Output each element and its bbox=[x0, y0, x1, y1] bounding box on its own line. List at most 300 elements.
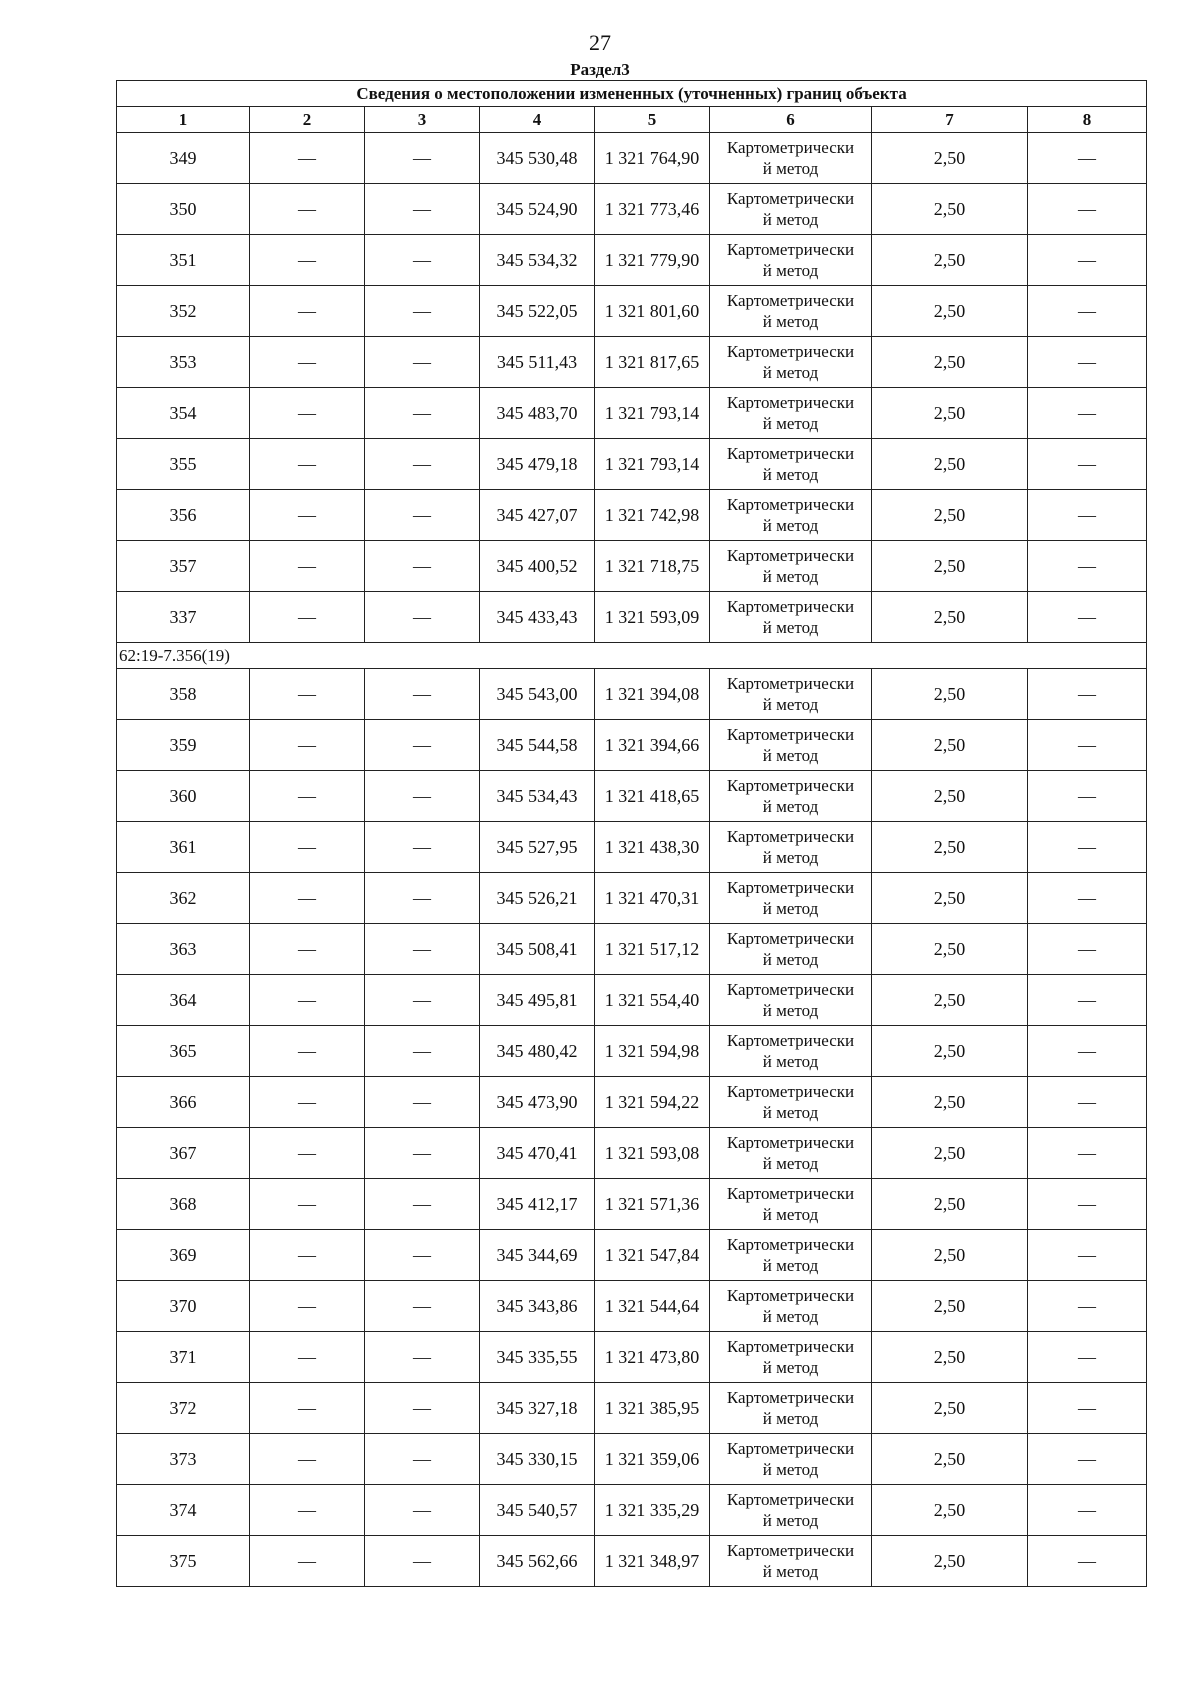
column-2-cell: — bbox=[250, 1026, 365, 1077]
method-line-1: Картометрически bbox=[726, 1184, 855, 1203]
method-line-1: Картометрически bbox=[726, 725, 855, 744]
column-2-cell: — bbox=[250, 975, 365, 1026]
column-2-cell: — bbox=[250, 1077, 365, 1128]
column-number: 4 bbox=[480, 107, 595, 133]
method-line-2: й метод bbox=[762, 516, 819, 535]
column-8-cell: — bbox=[1028, 490, 1147, 541]
x-coordinate-cell: 345 526,21 bbox=[480, 873, 595, 924]
method-line-2: й метод bbox=[762, 1154, 819, 1173]
column-3-cell: — bbox=[365, 388, 480, 439]
table-row bbox=[117, 388, 1147, 439]
method-line-1: Картометрически bbox=[726, 342, 855, 361]
table-row bbox=[117, 1536, 1147, 1587]
y-coordinate-cell: 1 321 773,46 bbox=[595, 184, 710, 235]
column-3-cell: — bbox=[365, 1434, 480, 1485]
x-coordinate-cell: 345 508,41 bbox=[480, 924, 595, 975]
accuracy-cell: 2,50 bbox=[872, 541, 1028, 592]
accuracy-cell: 2,50 bbox=[872, 924, 1028, 975]
column-2-cell: — bbox=[250, 541, 365, 592]
method-line-2: й метод bbox=[762, 1358, 819, 1377]
point-number-cell: 371 bbox=[117, 1332, 250, 1383]
accuracy-cell: 2,50 bbox=[872, 1485, 1028, 1536]
column-2-cell: — bbox=[250, 286, 365, 337]
table-row bbox=[117, 286, 1147, 337]
table-row bbox=[117, 1281, 1147, 1332]
method-line-2: й метод bbox=[762, 950, 819, 969]
accuracy-cell: 2,50 bbox=[872, 388, 1028, 439]
column-3-cell: — bbox=[365, 1485, 480, 1536]
column-3-cell: — bbox=[365, 1230, 480, 1281]
method-cell bbox=[710, 1230, 872, 1281]
column-8-cell: — bbox=[1028, 592, 1147, 643]
method-line-1: Картометрически bbox=[726, 138, 855, 157]
y-coordinate-cell: 1 321 438,30 bbox=[595, 822, 710, 873]
y-coordinate-cell: 1 321 385,95 bbox=[595, 1383, 710, 1434]
x-coordinate-cell: 345 400,52 bbox=[480, 541, 595, 592]
method-line-2: й метод bbox=[762, 1256, 819, 1275]
method-line-2: й метод bbox=[762, 746, 819, 765]
method-line-1: Картометрически bbox=[726, 189, 855, 208]
column-3-cell: — bbox=[365, 184, 480, 235]
section-title: Раздел3 bbox=[570, 60, 630, 79]
method-line-2: й метод bbox=[762, 1511, 819, 1530]
point-number-cell: 349 bbox=[117, 133, 250, 184]
y-coordinate-cell: 1 321 544,64 bbox=[595, 1281, 710, 1332]
method-cell bbox=[710, 771, 872, 822]
method-cell bbox=[710, 669, 872, 720]
method-line-2: й метод bbox=[762, 261, 819, 280]
y-coordinate-cell: 1 321 793,14 bbox=[595, 388, 710, 439]
column-3-cell: — bbox=[365, 541, 480, 592]
table-caption: Сведения о местоположении измененных (уточненных) границ объекта bbox=[117, 81, 1147, 107]
method-line-2: й метод bbox=[762, 899, 819, 918]
method-line-2: й метод bbox=[762, 210, 819, 229]
column-2-cell: — bbox=[250, 1485, 365, 1536]
point-number-cell: 360 bbox=[117, 771, 250, 822]
point-number-cell: 361 bbox=[117, 822, 250, 873]
column-3-cell: — bbox=[365, 286, 480, 337]
accuracy-cell: 2,50 bbox=[872, 490, 1028, 541]
method-line-2: й метод bbox=[762, 312, 819, 331]
y-coordinate-cell: 1 321 801,60 bbox=[595, 286, 710, 337]
method-cell bbox=[710, 924, 872, 975]
column-8-cell: — bbox=[1028, 924, 1147, 975]
x-coordinate-cell: 345 530,48 bbox=[480, 133, 595, 184]
table-row bbox=[117, 592, 1147, 643]
table-row bbox=[117, 490, 1147, 541]
column-2-cell: — bbox=[250, 337, 365, 388]
method-line-1: Картометрически bbox=[726, 393, 855, 412]
method-line-1: Картометрически bbox=[726, 1541, 855, 1560]
column-8-cell: — bbox=[1028, 1281, 1147, 1332]
point-number-cell: 353 bbox=[117, 337, 250, 388]
y-coordinate-cell: 1 321 593,08 bbox=[595, 1128, 710, 1179]
point-number-cell: 373 bbox=[117, 1434, 250, 1485]
x-coordinate-cell: 345 470,41 bbox=[480, 1128, 595, 1179]
y-coordinate-cell: 1 321 517,12 bbox=[595, 924, 710, 975]
column-8-cell: — bbox=[1028, 1026, 1147, 1077]
x-coordinate-cell: 345 562,66 bbox=[480, 1536, 595, 1587]
method-cell bbox=[710, 337, 872, 388]
y-coordinate-cell: 1 321 793,14 bbox=[595, 439, 710, 490]
y-coordinate-cell: 1 321 742,98 bbox=[595, 490, 710, 541]
column-8-cell: — bbox=[1028, 975, 1147, 1026]
x-coordinate-cell: 345 527,95 bbox=[480, 822, 595, 873]
method-line-1: Картометрически bbox=[726, 1388, 855, 1407]
y-coordinate-cell: 1 321 554,40 bbox=[595, 975, 710, 1026]
column-8-cell: — bbox=[1028, 235, 1147, 286]
method-line-1: Картометрически bbox=[726, 1439, 855, 1458]
accuracy-cell: 2,50 bbox=[872, 873, 1028, 924]
method-line-1: Картометрически bbox=[726, 674, 855, 693]
table-row bbox=[117, 1332, 1147, 1383]
accuracy-cell: 2,50 bbox=[872, 771, 1028, 822]
method-line-2: й метод bbox=[762, 1103, 819, 1122]
point-number-cell: 354 bbox=[117, 388, 250, 439]
column-2-cell: — bbox=[250, 1179, 365, 1230]
accuracy-cell: 2,50 bbox=[872, 592, 1028, 643]
method-cell bbox=[710, 1332, 872, 1383]
x-coordinate-cell: 345 544,58 bbox=[480, 720, 595, 771]
method-cell bbox=[710, 720, 872, 771]
method-cell bbox=[710, 184, 872, 235]
method-line-2: й метод bbox=[762, 414, 819, 433]
table-row bbox=[117, 1128, 1147, 1179]
y-coordinate-cell: 1 321 571,36 bbox=[595, 1179, 710, 1230]
table-row bbox=[117, 235, 1147, 286]
y-coordinate-cell: 1 321 547,84 bbox=[595, 1230, 710, 1281]
method-cell bbox=[710, 1026, 872, 1077]
accuracy-cell: 2,50 bbox=[872, 1026, 1028, 1077]
column-8-cell: — bbox=[1028, 1332, 1147, 1383]
accuracy-cell: 2,50 bbox=[872, 1128, 1028, 1179]
point-number-cell: 362 bbox=[117, 873, 250, 924]
y-coordinate-cell: 1 321 779,90 bbox=[595, 235, 710, 286]
x-coordinate-cell: 345 479,18 bbox=[480, 439, 595, 490]
method-cell bbox=[710, 592, 872, 643]
method-cell bbox=[710, 1077, 872, 1128]
accuracy-cell: 2,50 bbox=[872, 1434, 1028, 1485]
x-coordinate-cell: 345 540,57 bbox=[480, 1485, 595, 1536]
method-cell bbox=[710, 133, 872, 184]
accuracy-cell: 2,50 bbox=[872, 1332, 1028, 1383]
method-line-1: Картометрически bbox=[726, 929, 855, 948]
method-line-2: й метод bbox=[762, 1562, 819, 1581]
column-number: 8 bbox=[1028, 107, 1147, 133]
table-caption-row bbox=[117, 81, 1147, 107]
column-8-cell: — bbox=[1028, 720, 1147, 771]
point-number-cell: 366 bbox=[117, 1077, 250, 1128]
method-line-2: й метод bbox=[762, 695, 819, 714]
column-2-cell: — bbox=[250, 592, 365, 643]
x-coordinate-cell: 345 480,42 bbox=[480, 1026, 595, 1077]
method-line-2: й метод bbox=[762, 363, 819, 382]
point-number-cell: 351 bbox=[117, 235, 250, 286]
accuracy-cell: 2,50 bbox=[872, 822, 1028, 873]
column-number: 2 bbox=[250, 107, 365, 133]
y-coordinate-cell: 1 321 594,98 bbox=[595, 1026, 710, 1077]
column-3-cell: — bbox=[365, 1179, 480, 1230]
x-coordinate-cell: 345 330,15 bbox=[480, 1434, 595, 1485]
point-number-cell: 337 bbox=[117, 592, 250, 643]
column-3-cell: — bbox=[365, 669, 480, 720]
table-row bbox=[117, 184, 1147, 235]
y-coordinate-cell: 1 321 718,75 bbox=[595, 541, 710, 592]
table-row bbox=[117, 439, 1147, 490]
y-coordinate-cell: 1 321 335,29 bbox=[595, 1485, 710, 1536]
table-row bbox=[117, 771, 1147, 822]
y-coordinate-cell: 1 321 594,22 bbox=[595, 1077, 710, 1128]
column-8-cell: — bbox=[1028, 1230, 1147, 1281]
column-2-cell: — bbox=[250, 184, 365, 235]
table-row bbox=[117, 1179, 1147, 1230]
method-line-2: й метод bbox=[762, 797, 819, 816]
x-coordinate-cell: 345 524,90 bbox=[480, 184, 595, 235]
point-number-cell: 372 bbox=[117, 1383, 250, 1434]
column-2-cell: — bbox=[250, 1281, 365, 1332]
column-2-cell: — bbox=[250, 1230, 365, 1281]
column-2-cell: — bbox=[250, 771, 365, 822]
column-2-cell: — bbox=[250, 873, 365, 924]
column-8-cell: — bbox=[1028, 133, 1147, 184]
method-cell bbox=[710, 1536, 872, 1587]
method-cell bbox=[710, 235, 872, 286]
column-2-cell: — bbox=[250, 1128, 365, 1179]
accuracy-cell: 2,50 bbox=[872, 337, 1028, 388]
point-number-cell: 363 bbox=[117, 924, 250, 975]
method-cell bbox=[710, 286, 872, 337]
column-3-cell: — bbox=[365, 1332, 480, 1383]
column-2-cell: — bbox=[250, 388, 365, 439]
method-line-1: Картометрически bbox=[726, 878, 855, 897]
method-line-2: й метод bbox=[762, 465, 819, 484]
column-8-cell: — bbox=[1028, 1179, 1147, 1230]
table-row bbox=[117, 1026, 1147, 1077]
method-cell bbox=[710, 1281, 872, 1332]
point-number-cell: 350 bbox=[117, 184, 250, 235]
accuracy-cell: 2,50 bbox=[872, 1383, 1028, 1434]
column-2-cell: — bbox=[250, 720, 365, 771]
column-3-cell: — bbox=[365, 975, 480, 1026]
x-coordinate-cell: 345 427,07 bbox=[480, 490, 595, 541]
method-line-1: Картометрически bbox=[726, 444, 855, 463]
accuracy-cell: 2,50 bbox=[872, 235, 1028, 286]
table-row bbox=[117, 337, 1147, 388]
boundary-coordinates-table bbox=[116, 80, 1147, 1587]
column-2-cell: — bbox=[250, 924, 365, 975]
column-2-cell: — bbox=[250, 1536, 365, 1587]
method-cell bbox=[710, 541, 872, 592]
x-coordinate-cell: 345 433,43 bbox=[480, 592, 595, 643]
column-number: 3 bbox=[365, 107, 480, 133]
column-number: 5 bbox=[595, 107, 710, 133]
accuracy-cell: 2,50 bbox=[872, 133, 1028, 184]
method-line-1: Картометрически bbox=[726, 495, 855, 514]
column-3-cell: — bbox=[365, 873, 480, 924]
y-coordinate-cell: 1 321 394,08 bbox=[595, 669, 710, 720]
method-cell bbox=[710, 822, 872, 873]
point-number-cell: 356 bbox=[117, 490, 250, 541]
accuracy-cell: 2,50 bbox=[872, 1281, 1028, 1332]
table-row bbox=[117, 924, 1147, 975]
method-line-1: Картометрически bbox=[726, 1490, 855, 1509]
y-coordinate-cell: 1 321 764,90 bbox=[595, 133, 710, 184]
column-8-cell: — bbox=[1028, 1383, 1147, 1434]
method-line-1: Картометрически bbox=[726, 1235, 855, 1254]
point-number-cell: 355 bbox=[117, 439, 250, 490]
point-number-cell: 375 bbox=[117, 1536, 250, 1587]
column-3-cell: — bbox=[365, 1536, 480, 1587]
method-line-2: й метод bbox=[762, 1409, 819, 1428]
method-line-1: Картометрически bbox=[726, 1286, 855, 1305]
method-line-1: Картометрически bbox=[726, 597, 855, 616]
method-line-2: й метод bbox=[762, 567, 819, 586]
point-number-cell: 367 bbox=[117, 1128, 250, 1179]
column-3-cell: — bbox=[365, 490, 480, 541]
table-row bbox=[117, 669, 1147, 720]
column-8-cell: — bbox=[1028, 286, 1147, 337]
column-2-cell: — bbox=[250, 133, 365, 184]
x-coordinate-cell: 345 473,90 bbox=[480, 1077, 595, 1128]
x-coordinate-cell: 345 327,18 bbox=[480, 1383, 595, 1434]
point-number-cell: 359 bbox=[117, 720, 250, 771]
accuracy-cell: 2,50 bbox=[872, 975, 1028, 1026]
point-number-cell: 364 bbox=[117, 975, 250, 1026]
column-2-cell: — bbox=[250, 1383, 365, 1434]
column-number: 7 bbox=[872, 107, 1028, 133]
method-cell bbox=[710, 490, 872, 541]
y-coordinate-cell: 1 321 418,65 bbox=[595, 771, 710, 822]
accuracy-cell: 2,50 bbox=[872, 1077, 1028, 1128]
method-line-1: Картометрически bbox=[726, 546, 855, 565]
method-line-1: Картометрически bbox=[726, 1133, 855, 1152]
table-row bbox=[117, 873, 1147, 924]
point-number-cell: 368 bbox=[117, 1179, 250, 1230]
method-cell bbox=[710, 873, 872, 924]
method-line-2: й метод bbox=[762, 1001, 819, 1020]
x-coordinate-cell: 345 412,17 bbox=[480, 1179, 595, 1230]
y-coordinate-cell: 1 321 348,97 bbox=[595, 1536, 710, 1587]
group-label: 62:19-7.356(19) bbox=[117, 643, 1147, 669]
column-2-cell: — bbox=[250, 439, 365, 490]
table-body bbox=[117, 81, 1147, 1587]
table-row bbox=[117, 133, 1147, 184]
column-number: 6 bbox=[710, 107, 872, 133]
column-3-cell: — bbox=[365, 1281, 480, 1332]
method-cell bbox=[710, 975, 872, 1026]
column-3-cell: — bbox=[365, 1026, 480, 1077]
column-3-cell: — bbox=[365, 822, 480, 873]
method-line-1: Картометрически bbox=[726, 1031, 855, 1050]
method-line-1: Картометрически bbox=[726, 240, 855, 259]
y-coordinate-cell: 1 321 359,06 bbox=[595, 1434, 710, 1485]
method-line-1: Картометрически bbox=[726, 1082, 855, 1101]
x-coordinate-cell: 345 543,00 bbox=[480, 669, 595, 720]
column-number-row bbox=[117, 107, 1147, 133]
table-row bbox=[117, 1077, 1147, 1128]
method-cell bbox=[710, 1128, 872, 1179]
point-number-cell: 365 bbox=[117, 1026, 250, 1077]
method-cell bbox=[710, 439, 872, 490]
method-cell bbox=[710, 1485, 872, 1536]
method-cell bbox=[710, 388, 872, 439]
point-number-cell: 357 bbox=[117, 541, 250, 592]
y-coordinate-cell: 1 321 473,80 bbox=[595, 1332, 710, 1383]
x-coordinate-cell: 345 483,70 bbox=[480, 388, 595, 439]
table-row bbox=[117, 1383, 1147, 1434]
column-2-cell: — bbox=[250, 669, 365, 720]
column-8-cell: — bbox=[1028, 1485, 1147, 1536]
accuracy-cell: 2,50 bbox=[872, 1230, 1028, 1281]
column-3-cell: — bbox=[365, 235, 480, 286]
column-8-cell: — bbox=[1028, 1077, 1147, 1128]
column-3-cell: — bbox=[365, 337, 480, 388]
method-line-2: й метод bbox=[762, 1205, 819, 1224]
accuracy-cell: 2,50 bbox=[872, 669, 1028, 720]
table-row bbox=[117, 1434, 1147, 1485]
accuracy-cell: 2,50 bbox=[872, 720, 1028, 771]
method-line-1: Картометрически bbox=[726, 1337, 855, 1356]
method-line-1: Картометрически bbox=[726, 776, 855, 795]
column-8-cell: — bbox=[1028, 1128, 1147, 1179]
method-line-2: й метод bbox=[762, 618, 819, 637]
table-row bbox=[117, 822, 1147, 873]
column-3-cell: — bbox=[365, 720, 480, 771]
accuracy-cell: 2,50 bbox=[872, 439, 1028, 490]
x-coordinate-cell: 345 522,05 bbox=[480, 286, 595, 337]
column-2-cell: — bbox=[250, 1434, 365, 1485]
column-3-cell: — bbox=[365, 439, 480, 490]
method-line-1: Картометрически bbox=[726, 980, 855, 999]
column-3-cell: — bbox=[365, 133, 480, 184]
column-2-cell: — bbox=[250, 1332, 365, 1383]
x-coordinate-cell: 345 534,32 bbox=[480, 235, 595, 286]
column-8-cell: — bbox=[1028, 822, 1147, 873]
method-line-2: й метод bbox=[762, 159, 819, 178]
accuracy-cell: 2,50 bbox=[872, 1179, 1028, 1230]
column-8-cell: — bbox=[1028, 439, 1147, 490]
method-line-2: й метод bbox=[762, 1307, 819, 1326]
table-row bbox=[117, 541, 1147, 592]
column-3-cell: — bbox=[365, 1077, 480, 1128]
point-number-cell: 374 bbox=[117, 1485, 250, 1536]
column-3-cell: — bbox=[365, 592, 480, 643]
y-coordinate-cell: 1 321 593,09 bbox=[595, 592, 710, 643]
method-line-2: й метод bbox=[762, 1460, 819, 1479]
x-coordinate-cell: 345 534,43 bbox=[480, 771, 595, 822]
column-8-cell: — bbox=[1028, 184, 1147, 235]
method-cell bbox=[710, 1383, 872, 1434]
method-cell bbox=[710, 1179, 872, 1230]
column-3-cell: — bbox=[365, 1383, 480, 1434]
column-8-cell: — bbox=[1028, 388, 1147, 439]
group-row bbox=[117, 643, 1147, 669]
column-8-cell: — bbox=[1028, 771, 1147, 822]
method-line-1: Картометрически bbox=[726, 291, 855, 310]
column-8-cell: — bbox=[1028, 669, 1147, 720]
x-coordinate-cell: 345 343,86 bbox=[480, 1281, 595, 1332]
y-coordinate-cell: 1 321 470,31 bbox=[595, 873, 710, 924]
point-number-cell: 370 bbox=[117, 1281, 250, 1332]
column-2-cell: — bbox=[250, 822, 365, 873]
accuracy-cell: 2,50 bbox=[872, 286, 1028, 337]
y-coordinate-cell: 1 321 394,66 bbox=[595, 720, 710, 771]
x-coordinate-cell: 345 495,81 bbox=[480, 975, 595, 1026]
method-cell bbox=[710, 1434, 872, 1485]
column-number: 1 bbox=[117, 107, 250, 133]
method-line-2: й метод bbox=[762, 1052, 819, 1071]
table-row bbox=[117, 1485, 1147, 1536]
